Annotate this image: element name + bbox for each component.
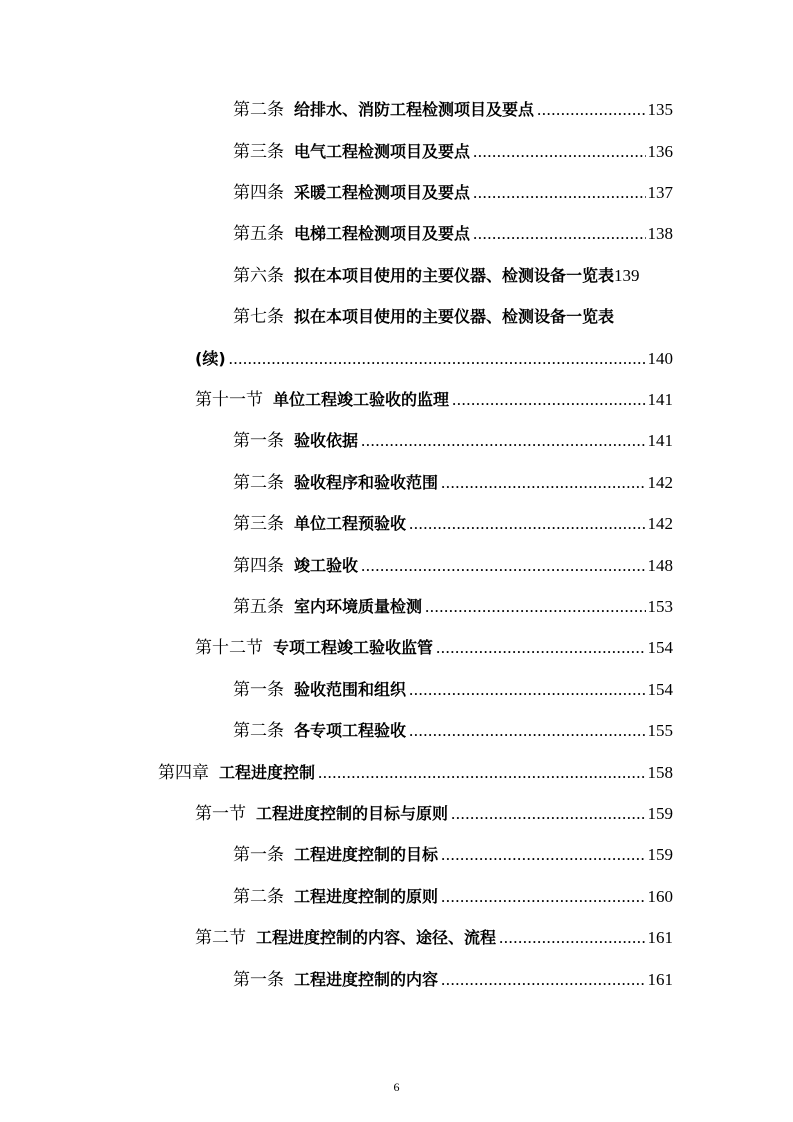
entry-page: 140	[647, 349, 673, 368]
entry-number: 第二节	[195, 928, 246, 947]
dot-leader	[409, 717, 645, 745]
entry-page: 148	[647, 556, 673, 575]
entry-page: 135	[647, 100, 673, 119]
entry-page: 142	[647, 473, 673, 492]
toc-entry[interactable]	[233, 262, 701, 290]
dot-leader	[425, 593, 645, 621]
entry-number: 第一节	[195, 804, 246, 823]
dot-leader	[229, 345, 646, 373]
entry-title: 工程进度控制的目标与原则	[256, 804, 449, 823]
entry-page: 155	[647, 721, 673, 740]
dot-leader	[499, 924, 645, 952]
entry-title: 拟在本项目使用的主要仪器、检测设备一览表	[294, 266, 615, 285]
toc-entry[interactable]	[195, 386, 673, 414]
entry-number: 第三条	[233, 514, 284, 533]
entry-title-continued: (续)	[195, 349, 226, 368]
entry-page: 137	[647, 183, 673, 202]
toc-entry-continuation[interactable]	[195, 345, 673, 373]
entry-page: 154	[647, 638, 673, 657]
toc-entry[interactable]	[233, 676, 673, 704]
entry-title: 单位工程预验收	[294, 514, 407, 533]
entry-number: 第四条	[233, 556, 284, 575]
page-number: 6	[393, 1080, 400, 1094]
toc-entry[interactable]	[233, 303, 673, 331]
dot-leader	[452, 386, 645, 414]
entry-title: 室内环境质量检测	[294, 597, 423, 616]
entry-number: 第十一节	[195, 390, 263, 409]
toc-entry[interactable]	[233, 717, 673, 745]
entry-number: 第一条	[233, 845, 284, 864]
entry-page: 141	[647, 390, 673, 409]
entry-page: 141	[647, 431, 673, 450]
entry-page: 160	[647, 887, 673, 906]
entry-page: 142	[647, 514, 673, 533]
dot-leader	[473, 220, 645, 248]
entry-number: 第二条	[233, 887, 284, 906]
dot-leader	[473, 179, 645, 207]
toc-entry[interactable]	[233, 138, 673, 166]
entry-page: 138	[647, 224, 673, 243]
toc-entry[interactable]	[195, 634, 673, 662]
entry-title: 工程进度控制的目标	[294, 845, 439, 864]
dot-leader	[318, 759, 645, 787]
entry-title: 验收依据	[294, 431, 359, 450]
toc-entry[interactable]	[233, 841, 673, 869]
entry-title: 工程进度控制的内容、途径、流程	[256, 928, 497, 947]
entry-number: 第五条	[233, 597, 284, 616]
entry-page: 159	[647, 845, 673, 864]
toc-entry[interactable]	[195, 924, 673, 952]
entry-number: 第四条	[233, 183, 284, 202]
entry-page: 161	[647, 928, 673, 947]
toc-entry[interactable]	[233, 593, 673, 621]
entry-number: 第五条	[233, 224, 284, 243]
entry-number: 第三条	[233, 142, 284, 161]
entry-title: 给排水、消防工程检测项目及要点	[294, 100, 535, 119]
entry-title: 专项工程竣工验收监管	[273, 638, 434, 657]
entry-number: 第一条	[233, 970, 284, 989]
dot-leader	[409, 510, 645, 538]
entry-title: 采暖工程检测项目及要点	[294, 183, 471, 202]
dot-leader	[409, 676, 645, 704]
entry-title: 验收范围和组织	[294, 680, 407, 699]
toc-entry[interactable]	[233, 469, 673, 497]
entry-page: 139	[614, 266, 640, 285]
toc-entry[interactable]	[233, 552, 673, 580]
dot-leader	[361, 427, 645, 455]
entry-title: 竣工验收	[294, 556, 359, 575]
entry-number: 第七条	[233, 307, 284, 326]
dot-leader	[441, 841, 645, 869]
entry-page: 136	[647, 142, 673, 161]
entry-title: 拟在本项目使用的主要仪器、检测设备一览表	[294, 307, 615, 326]
entry-number: 第二条	[233, 473, 284, 492]
toc-entry[interactable]	[233, 220, 673, 248]
entry-number: 第二条	[233, 721, 284, 740]
entry-page: 154	[647, 680, 673, 699]
entry-number: 第一条	[233, 680, 284, 699]
toc-entry[interactable]	[233, 510, 673, 538]
entry-page: 161	[647, 970, 673, 989]
toc-entry[interactable]	[233, 179, 673, 207]
entry-title: 各专项工程验收	[294, 721, 407, 740]
entry-number: 第十二节	[195, 638, 263, 657]
entry-number: 第六条	[233, 266, 284, 285]
dot-leader	[537, 96, 645, 124]
toc-entry[interactable]	[233, 427, 673, 455]
entry-number: 第一条	[233, 431, 284, 450]
toc-entry[interactable]	[195, 800, 673, 828]
toc-entry[interactable]	[233, 883, 673, 911]
dot-leader	[436, 634, 645, 662]
entry-title: 验收程序和验收范围	[294, 473, 439, 492]
dot-leader	[361, 552, 645, 580]
entry-page: 153	[647, 597, 673, 616]
entry-title: 电气工程检测项目及要点	[294, 142, 471, 161]
entry-title: 单位工程竣工验收的监理	[273, 390, 450, 409]
entry-title: 工程进度控制	[219, 763, 316, 782]
entry-number: 第四章	[158, 763, 209, 782]
toc-entry[interactable]	[158, 759, 673, 787]
entry-title: 工程进度控制的内容	[294, 970, 439, 989]
entry-number: 第二条	[233, 100, 284, 119]
dot-leader	[473, 138, 645, 166]
toc-entry[interactable]	[233, 966, 673, 994]
dot-leader	[441, 966, 645, 994]
dot-leader	[441, 469, 645, 497]
dot-leader	[451, 800, 645, 828]
entry-title: 电梯工程检测项目及要点	[294, 224, 471, 243]
entry-page: 159	[647, 804, 673, 823]
entry-title: 工程进度控制的原则	[294, 887, 439, 906]
entry-page: 158	[647, 763, 673, 782]
dot-leader	[441, 883, 645, 911]
toc-entry[interactable]	[233, 96, 673, 124]
